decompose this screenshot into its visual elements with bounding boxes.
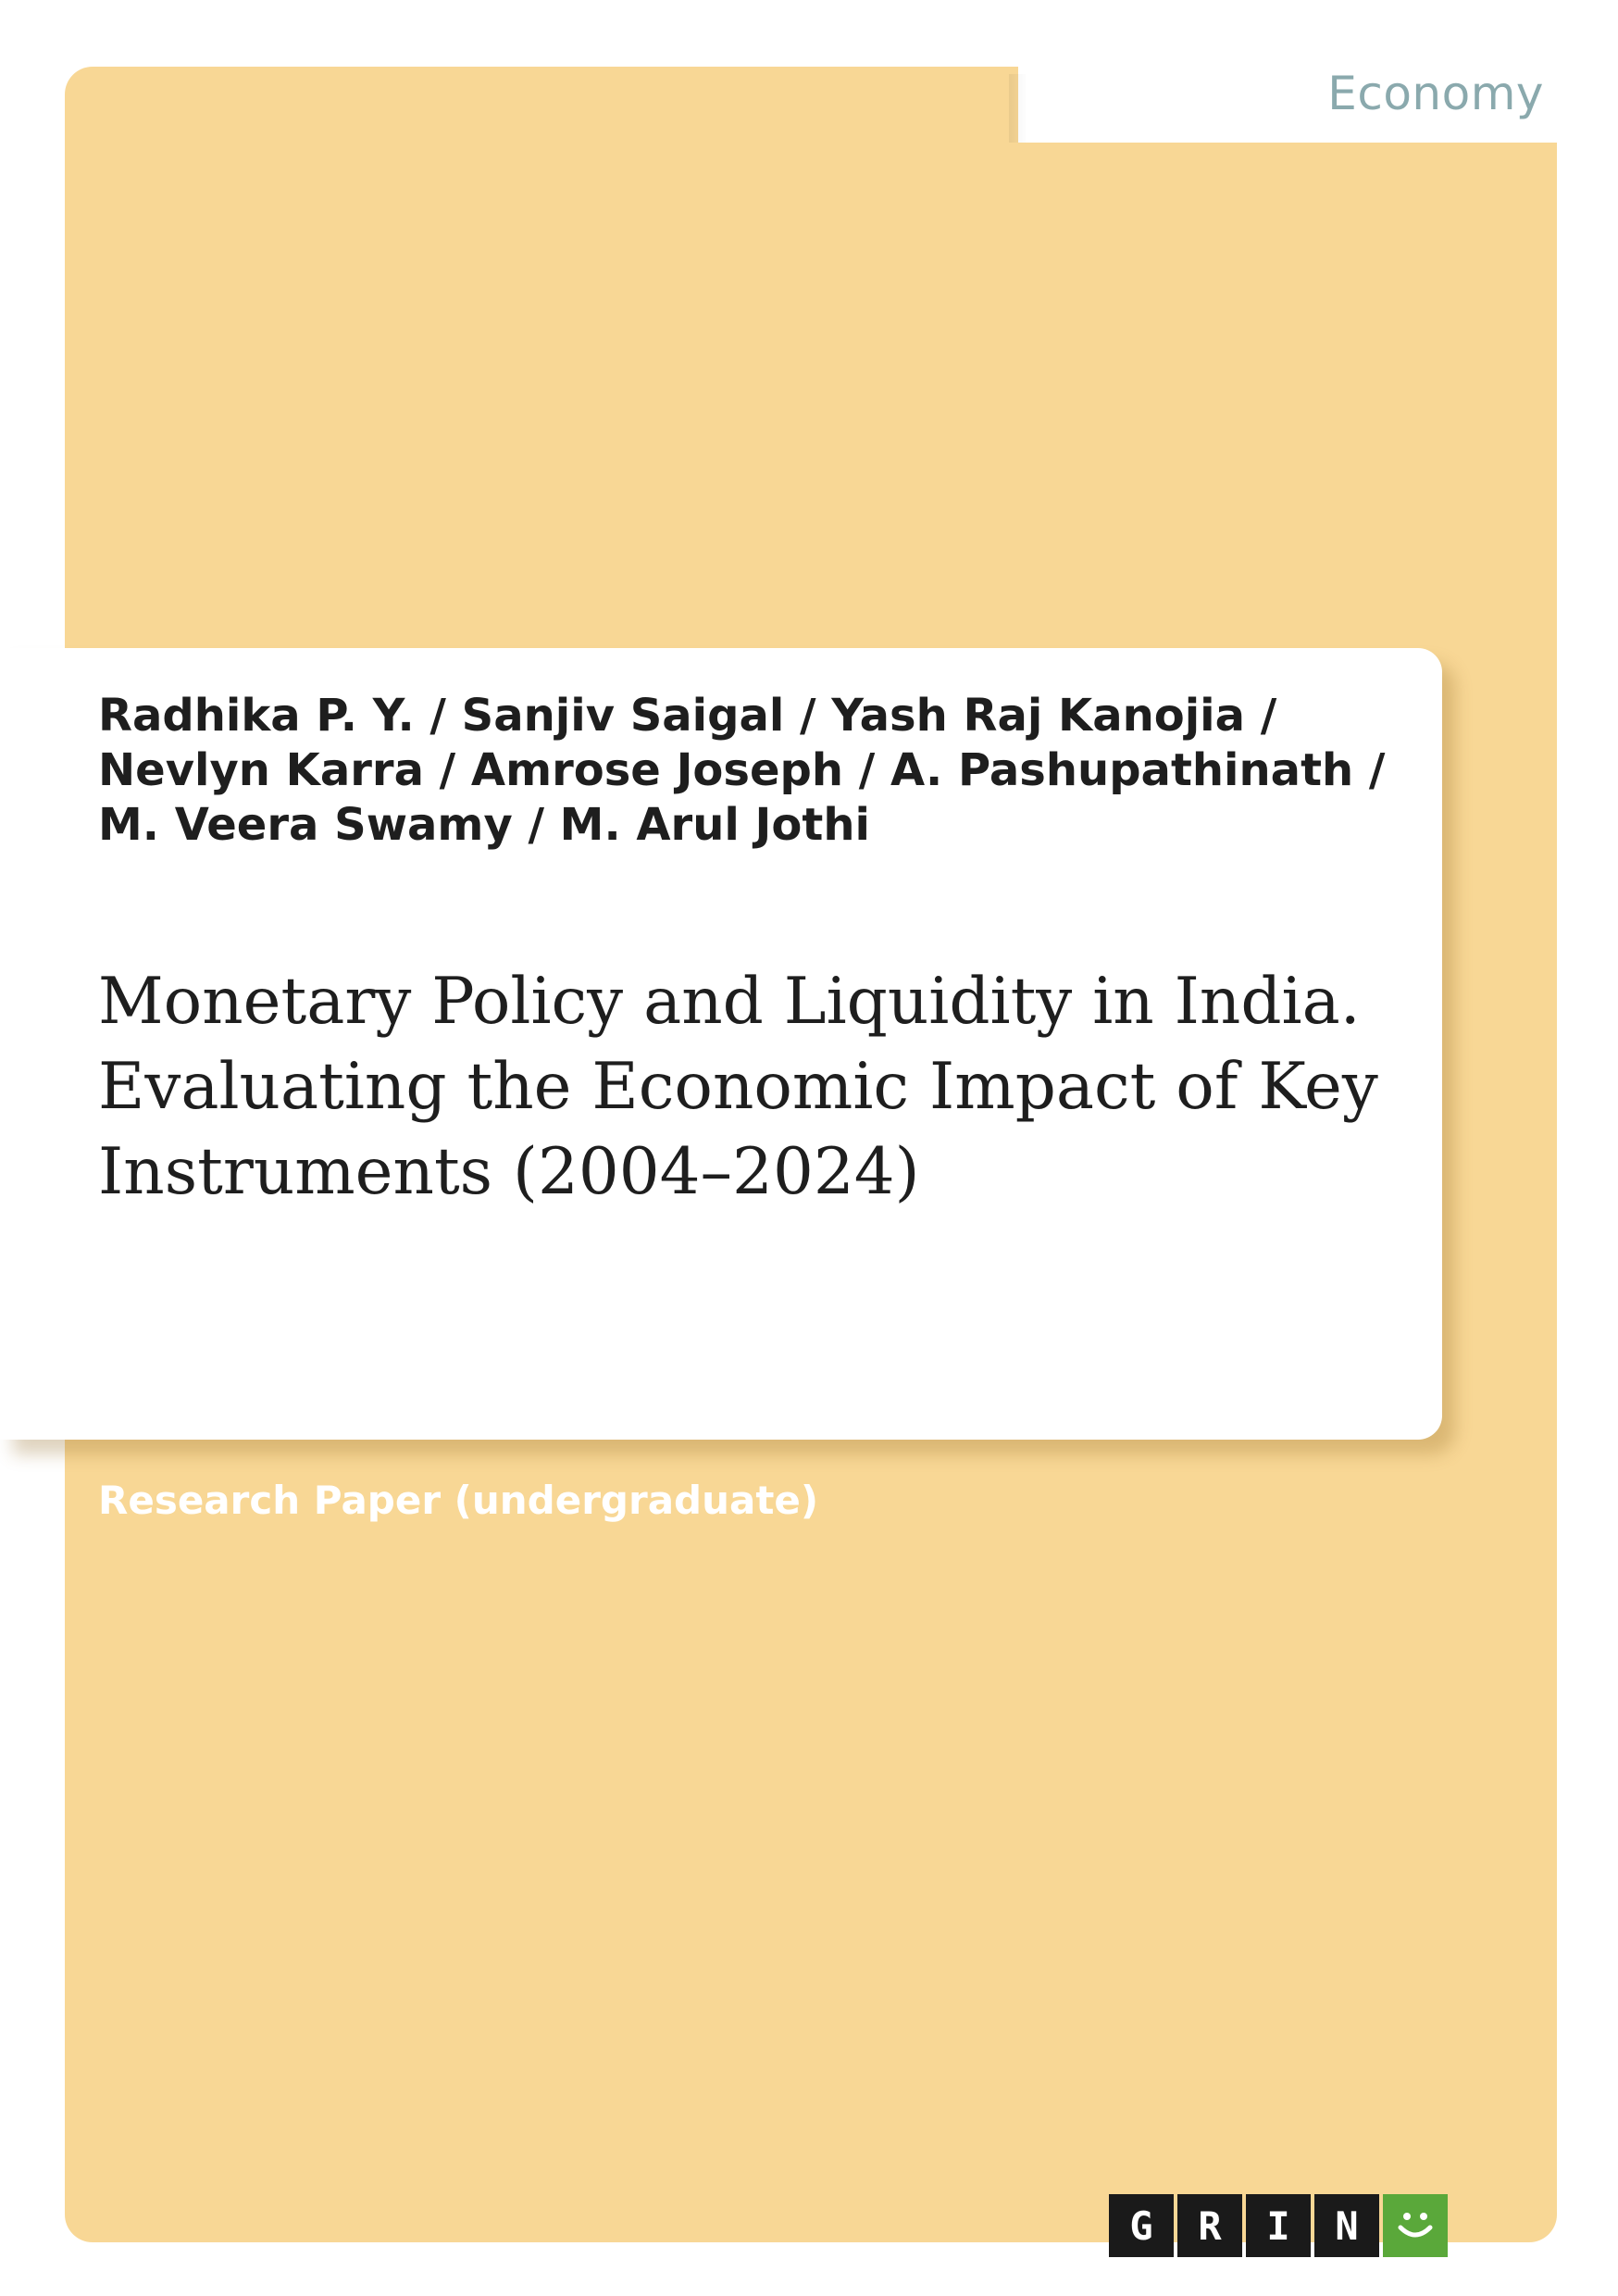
category-label: Economy <box>1327 67 1544 120</box>
logo-letter-i: I <box>1246 2194 1311 2257</box>
publisher-logo <box>1109 2194 1448 2257</box>
author-list: Radhika P. Y. / Sanjiv Saigal / Yash Raj Kanojia / Nevlyn Karra / Amrose Joseph / A. Pashupathinath / M. Veera Swamy / M. Arul Jothi <box>98 690 1386 851</box>
cover-tab-shadow <box>1009 74 1027 143</box>
logo-letter-g: G <box>1109 2194 1174 2257</box>
document-type: Research Paper (undergraduate) <box>98 1478 819 1523</box>
logo-letter-n: N <box>1314 2194 1379 2257</box>
smiley-icon <box>1383 2194 1448 2257</box>
logo-letter-r: R <box>1177 2194 1242 2257</box>
book-title: Monetary Policy and Liquidity in India. Evaluating the Economic Impact of Key Instruments (2004–2024) <box>98 965 1378 1209</box>
